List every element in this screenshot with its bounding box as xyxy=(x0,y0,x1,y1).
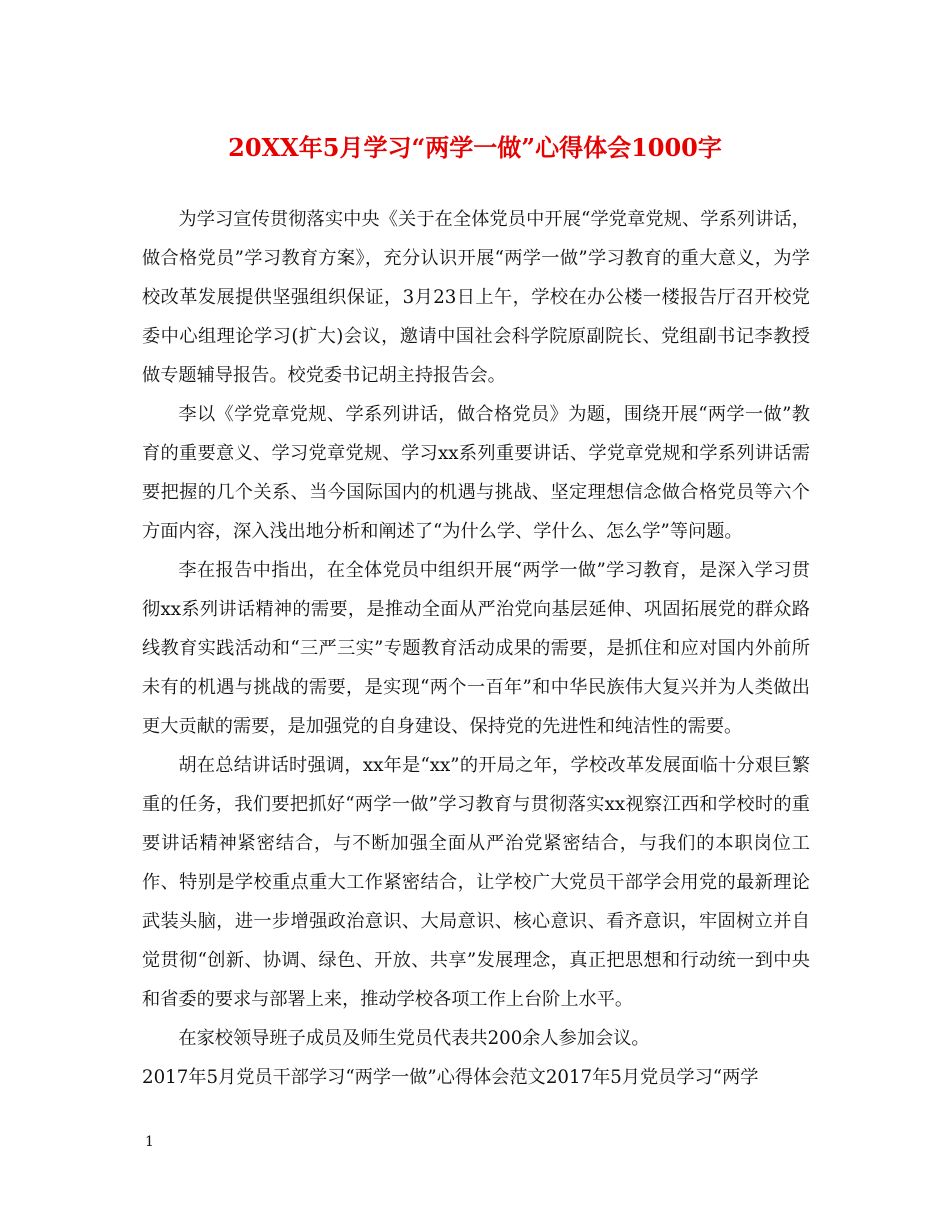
paragraph: 李在报告中指出，在全体党员中组织开展“两学一做”学习教育，是深入学习贯彻xx系列讲话精神的需要，是推动全面从严治党向基层延伸、巩固拓展党的群众路线教育实践活动和“三严三实”专题教育活动成果的需要，是抓住和应对国内外前所未有的机遇与挑战的需要，是实现“两个一百年”和中华民族伟大复兴并为人类做出更大贡献的需要，是加强党的自身建设、保持党的先进性和纯洁性的需要。 xyxy=(142,560,810,737)
document-body xyxy=(142,200,810,1058)
trailing-line: 2017年5月党员干部学习“两学一做”心得体会范文2017年5月党员学习“两学 xyxy=(142,1067,759,1088)
document-title: 20XX年5月学习“两学一做”心得体会1000字 xyxy=(228,133,722,162)
page-number: 1 xyxy=(145,1134,154,1150)
paragraph: 为学习宣传贯彻落实中央《关于在全体党员中开展“学党章党规、学系列讲话，做合格党员”学习教育方案》，充分认识开展“两学一做”学习教育的重大意义，为学校改革发展提供坚强组织保证，3月23日上午，学校在办公楼一楼报告厅召开校党委中心组理论学习(扩大)会议，邀请中国社会科学院原副院长、党组副书记李教授做专题辅导报告。校党委书记胡主持报告会。 xyxy=(142,209,810,386)
paragraph: 胡在总结讲话时强调，xx年是“xx”的开局之年，学校改革发展面临十分艰巨繁重的任务，我们要把抓好“两学一做”学习教育与贯彻落实xx视察江西和学校时的重要讲话精神紧密结合，与不断加强全面从严治党紧密结合，与我们的本职岗位工作、特别是学校重点重大工作紧密结合，让学校广大党员干部学会用党的最新理论武装头脑，进一步增强政治意识、大局意识、核心意识、看齐意识，牢固树立并自觉贯彻“创新、协调、绿色、开放、共享”发展理念，真正把思想和行动统一到中央和省委的要求与部署上来，推动学校各项工作上台阶上水平。 xyxy=(142,755,810,1010)
paragraph: 李以《学党章党规、学系列讲话，做合格党员》为题，围绕开展“两学一做”教育的重要意义、学习党章党规、学习xx系列重要讲话、学党章党规和学系列讲话需要把握的几个关系、当今国际国内的机遇与挑战、坚定理想信念做合格党员等六个方面内容，深入浅出地分析和阐述了“为什么学、学什么、怎么学”等问题。 xyxy=(142,404,810,542)
trailing-text xyxy=(142,1058,832,1097)
paragraph: 在家校领导班子成员及师生党员代表共200余人参加会议。 xyxy=(178,1028,650,1049)
